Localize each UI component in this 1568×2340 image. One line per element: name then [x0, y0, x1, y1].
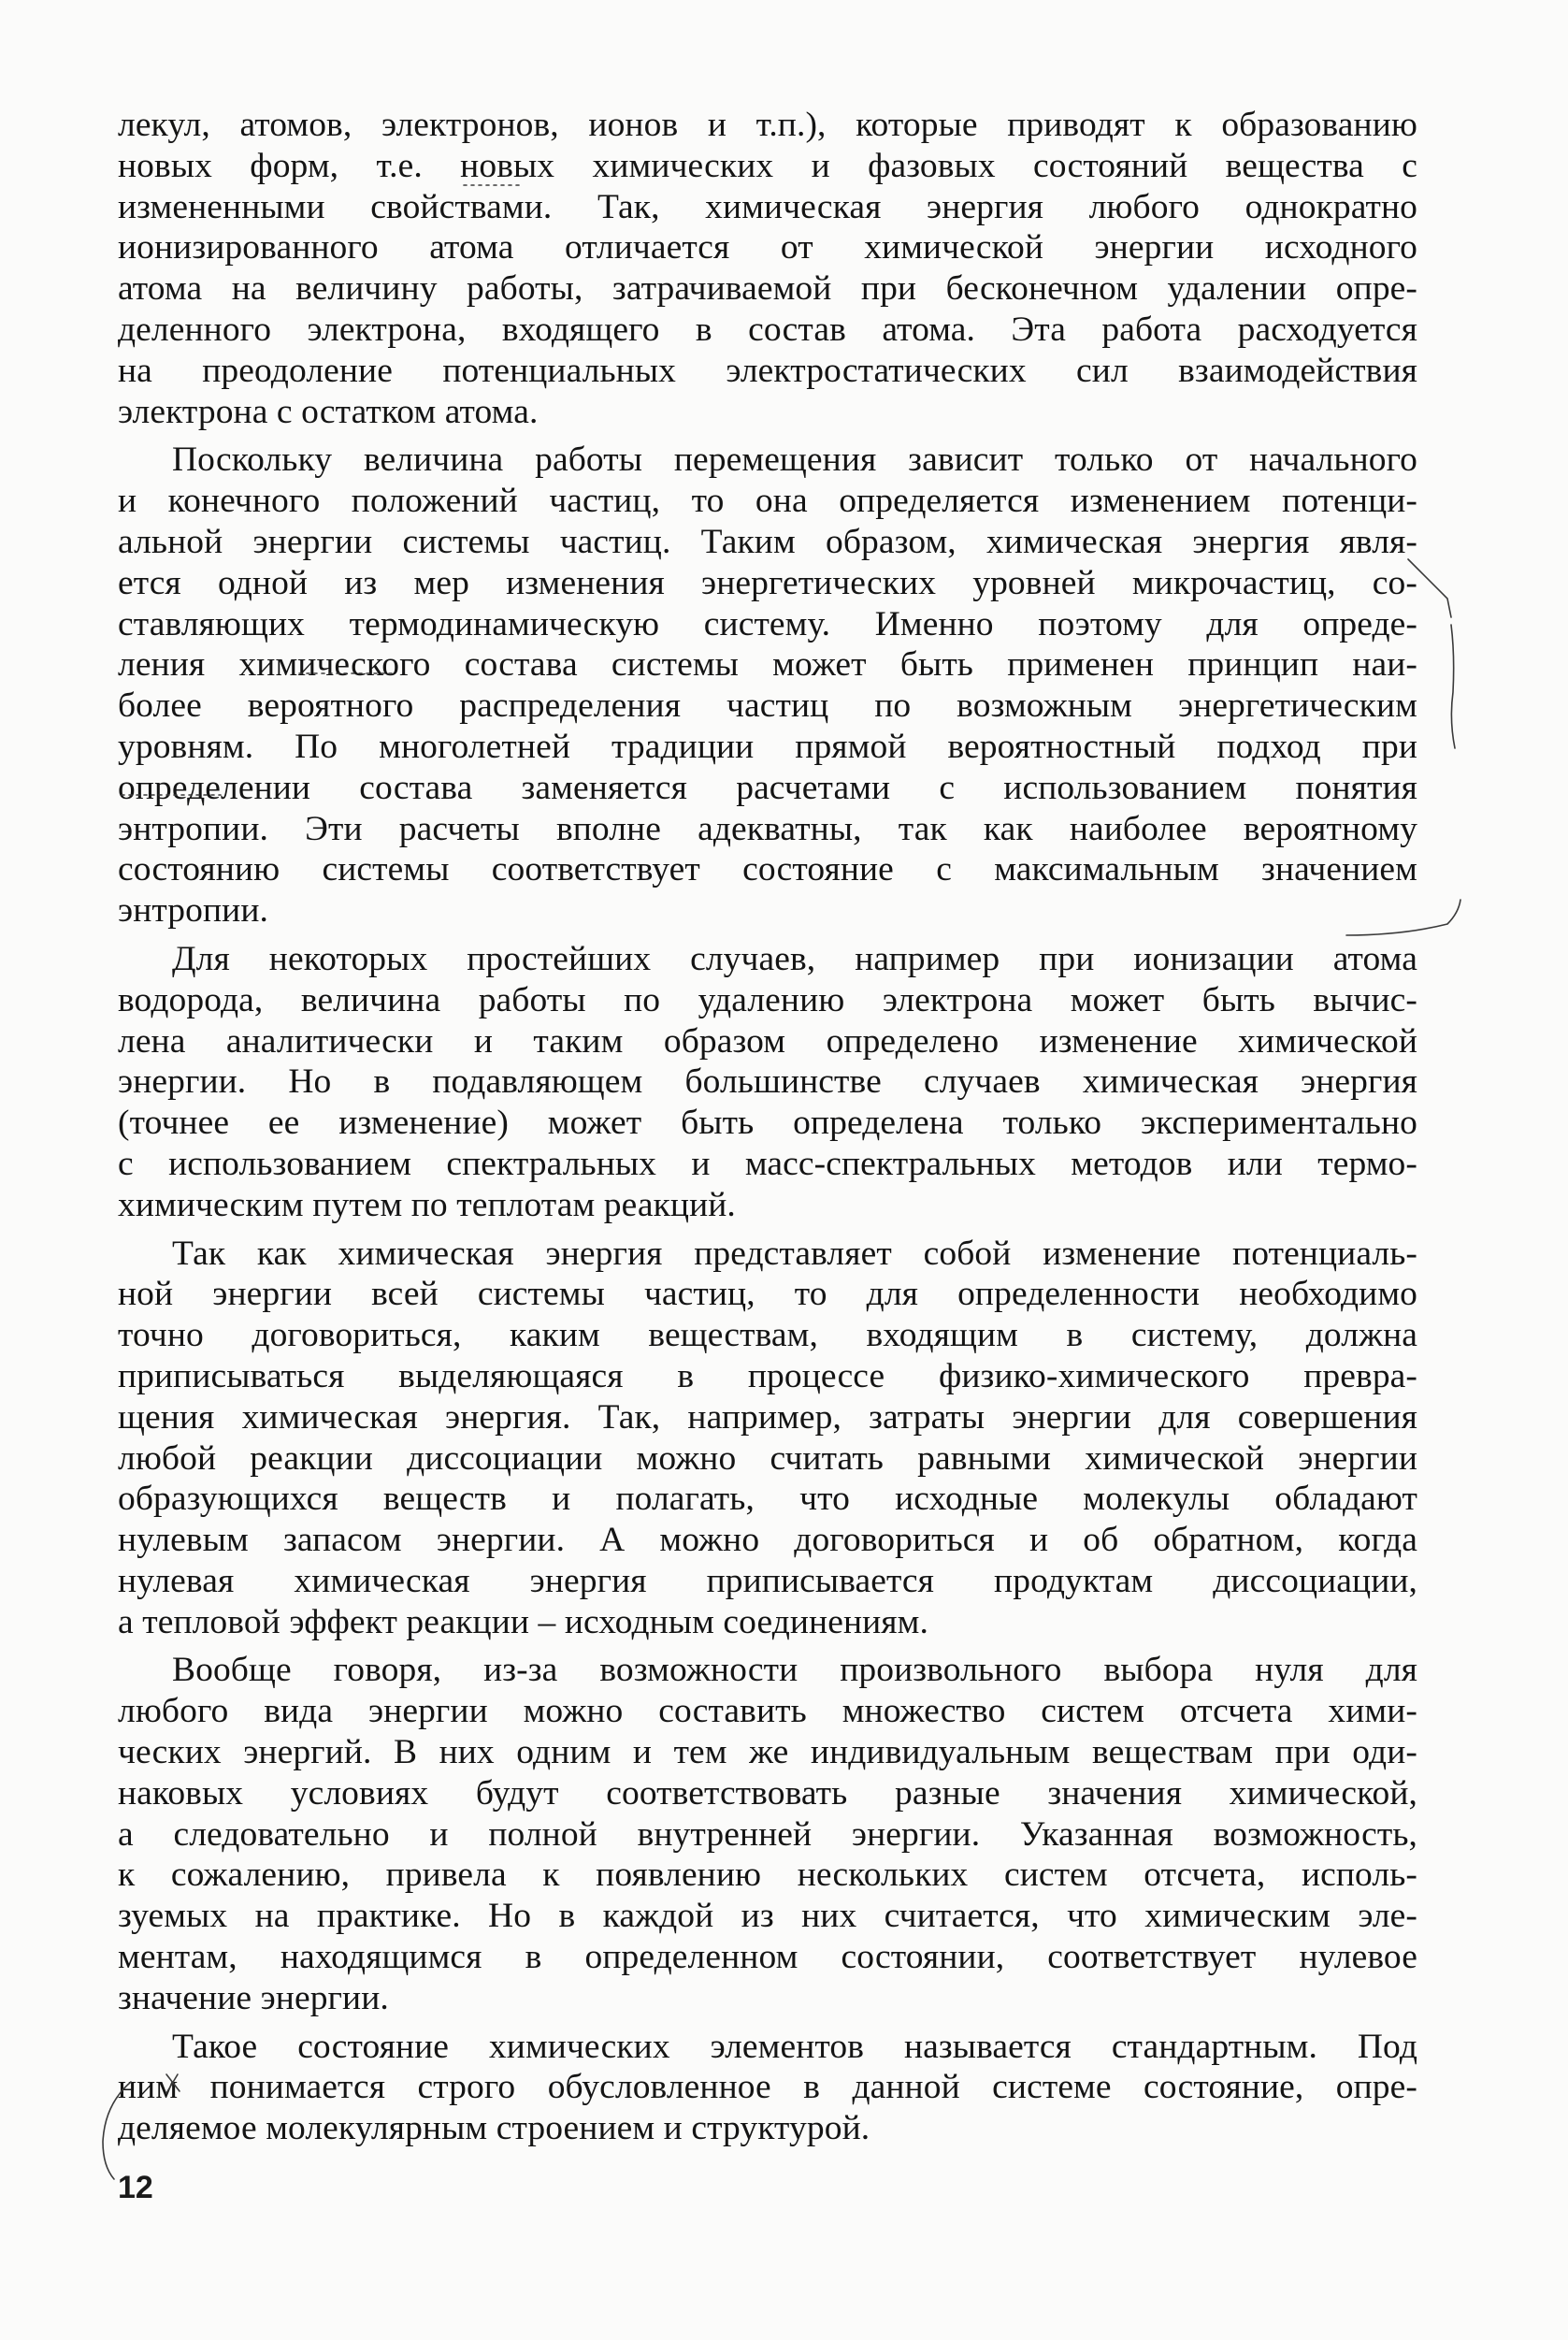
text-line: уровням. По многолетней традиции прямой вероятностный подход при: [118, 727, 1417, 766]
text-line: деленного электрона, входящего в состав атома. Эта работа расходуется: [118, 310, 1417, 349]
text-line: к сожалению, привела к появлению нескольких систем отсчета, исполь-: [118, 1856, 1417, 1895]
text-line: (точнее ее изменение) может быть определена только экспериментально: [118, 1104, 1417, 1143]
text-line: электрона с остатком атома.: [118, 392, 539, 431]
text-line: любой реакции диссоциации можно считать равными химической энергии: [118, 1438, 1417, 1478]
text-line: лена аналитически и таким образом определено изменение химической: [118, 1021, 1417, 1061]
text-line: приписываться выделяющаяся в процессе физико-химического превра-: [118, 1356, 1417, 1395]
body-text: [118, 105, 1417, 2157]
paragraph: [118, 2027, 1417, 2149]
text-line: атома на величину работы, затрачиваемой при бесконечном удалении опре-: [118, 269, 1417, 309]
text-line: энтропии. Эти расчеты вполне адекватны, так как наиболее вероятному: [118, 809, 1417, 848]
text-line: альной энергии системы частиц. Таким образом, химическая энергия явля-: [118, 522, 1417, 561]
text-line: наковых условиях будут соответствовать разные значения химической,: [118, 1773, 1417, 1813]
text-line: щения химическая энергия. Так, например, затраты энергии для совершения: [118, 1397, 1417, 1437]
paragraph: [118, 1234, 1417, 1643]
text-line: нулевая химическая энергия приписывается продуктам диссоциации,: [118, 1561, 1417, 1600]
text-line: и конечного положений частиц, то она определяется изменением потенци-: [118, 482, 1417, 521]
paragraph: [118, 105, 1417, 432]
text-line: Так как химическая энергия представляет собой изменение потенциаль-: [172, 1234, 1417, 1273]
text-line: Такое состояние химических элементов называется стандартным. Под: [172, 2027, 1417, 2066]
text-line: энергии. Но в подавляющем большинстве случаев химическая энергия: [118, 1062, 1417, 1102]
right-margin-bracket-mark: [1451, 625, 1455, 748]
text-line: более вероятного распределения частиц по возможным энергетическим: [118, 686, 1417, 726]
page-number: 12: [118, 2170, 153, 2205]
text-line: Поскольку величина работы перемещения зависит только от начального: [172, 441, 1417, 480]
text-line: энтропии.: [118, 891, 268, 931]
text-line: с использованием спектральных и масс-спектральных методов или термо-: [118, 1144, 1417, 1183]
text-line: Для некоторых простейших случаев, например при ионизации атома: [172, 939, 1417, 978]
text-line: а следовательно и полной внутренней энергии. Указанная возможность,: [118, 1814, 1417, 1854]
text-line: ления химического состава системы может быть применен принцип наи-: [118, 645, 1417, 685]
text-line: новых форм, т.е. новых химических и фазовых состояний вещества с: [118, 146, 1417, 185]
text-line: ной энергии всей системы частиц, то для определенности необходимо: [118, 1275, 1417, 1314]
text-line: ментам, находящимся в определенном состоянии, соответствует нулевое: [118, 1938, 1417, 1977]
paragraph: [118, 1650, 1417, 2018]
text-line: образующихся веществ и полагать, что исходные молекулы обладают: [118, 1480, 1417, 1519]
text-line: состоянию системы соответствует состояние с максимальным значением: [118, 850, 1417, 889]
text-line: ческих энергий. В них одним и тем же индивидуальным веществам при оди-: [118, 1733, 1417, 1772]
text-line: нулевым запасом энергии. А можно договориться и об обратном, когда: [118, 1521, 1417, 1560]
text-line: лекул, атомов, электронов, ионов и т.п.), которые приводят к образованию: [118, 106, 1417, 144]
text-line: деляемое молекулярным строением и структурой.: [118, 2109, 870, 2148]
text-line: ионизированного атома отличается от химической энергии исходного: [118, 228, 1417, 267]
paragraph: [118, 939, 1417, 1226]
text-line: определении состава заменяется расчетами с использованием понятия: [118, 768, 1417, 807]
text-line: любого вида энергии можно составить множество систем отсчета хими-: [118, 1692, 1417, 1731]
text-line: зуемых на практике. Но в каждой из них считается, что химическим эле-: [118, 1897, 1417, 1936]
text-line: ется одной из мер изменения энергетических уровней микрочастиц, со-: [118, 563, 1417, 602]
text-line: водорода, величина работы по удалению электрона может быть вычис-: [118, 980, 1417, 1019]
text-line: на преодоление потенциальных электростатических сил взаимодействия: [118, 351, 1417, 390]
text-line: ставляющих термодинамическую систему. Именно поэтому для опреде-: [118, 604, 1417, 643]
text-line: измененными свойствами. Так, химическая энергия любого однократно: [118, 187, 1417, 226]
text-line: значение энергии.: [118, 1978, 389, 2017]
text-line: а тепловой эффект реакции – исходным соединениям.: [118, 1602, 928, 1641]
text-line: химическим путем по теплотам реакций.: [118, 1185, 736, 1224]
text-line: Вообще говоря, из-за возможности произвольного выбора нуля для: [172, 1651, 1417, 1690]
text-line: точно договориться, каким веществам, входящим в систему, должна: [118, 1316, 1417, 1355]
paragraph: [118, 440, 1417, 932]
text-line: ним понимается строго обусловленное в данной системе состояние, опре-: [118, 2068, 1417, 2107]
